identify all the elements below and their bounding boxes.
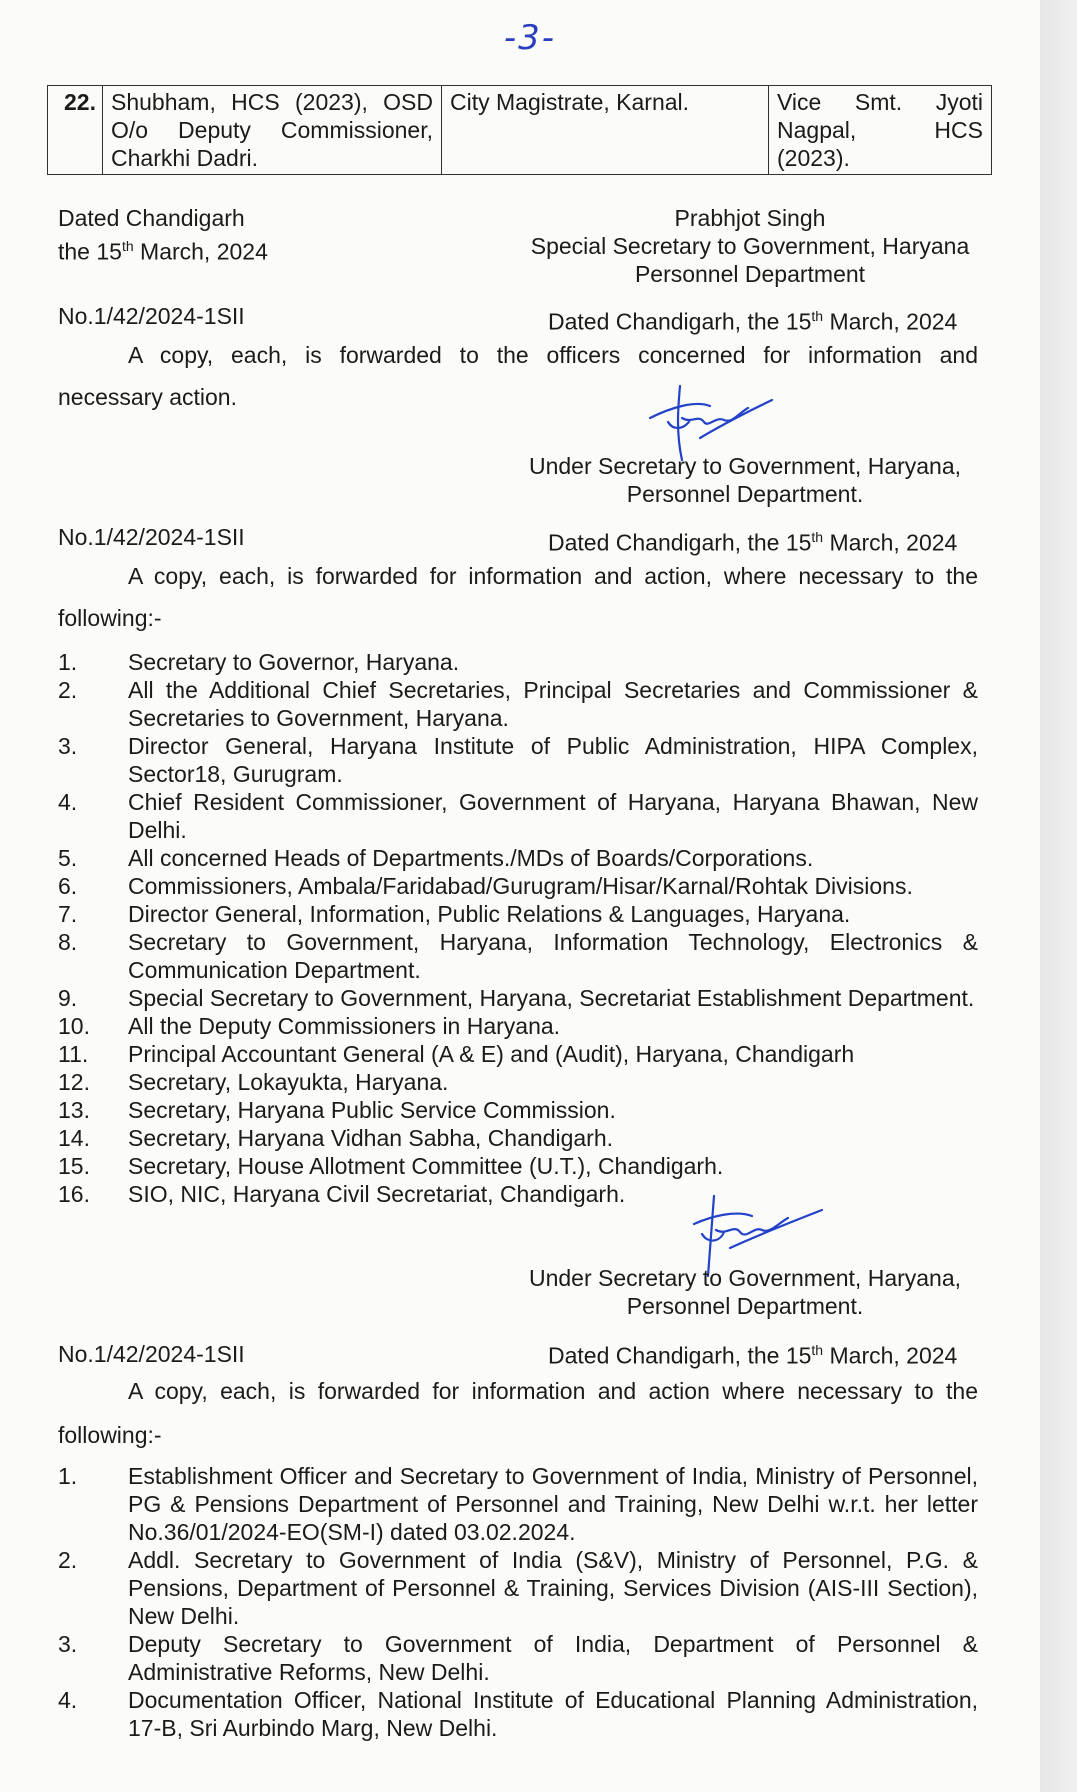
- list-item-text: Documentation Officer, National Institute of Educational Planning Administration, 17-B, Sri Aurbindo Marg, New Delhi.: [128, 1687, 978, 1741]
- list-item: [58, 1012, 978, 1040]
- list-item-text: Secretary, House Allotment Committee (U.T.), Chandigarh.: [128, 1153, 724, 1179]
- distribution-list-1: [58, 648, 978, 1208]
- list-item-number: 13.: [58, 1097, 90, 1123]
- list-item-number: 6.: [58, 873, 78, 899]
- list-item: [58, 844, 978, 872]
- endorsement-paragraph: A copy, each, is forwarded for information and action where necessary to the: [128, 1378, 978, 1404]
- list-item-text: Secretary, Haryana Vidhan Sabha, Chandigarh.: [128, 1125, 614, 1151]
- list-item-number: 12.: [58, 1069, 90, 1095]
- sign-title: Under Secretary to Government, Haryana,: [528, 1265, 962, 1291]
- list-item-text: Deputy Secretary to Government of India, Department of Personnel & Administrative Reforms, New Delhi.: [128, 1631, 978, 1685]
- list-item: [58, 788, 978, 844]
- list-item-number: 3.: [58, 733, 78, 759]
- endorsement-paragraph-cont: necessary action.: [58, 384, 237, 410]
- list-item-number: 2.: [58, 677, 78, 703]
- sign-dept: Personnel Department.: [626, 1293, 864, 1319]
- list-item-text: Establishment Officer and Secretary to Government of India, Ministry of Personnel, PG & Pensions Department of Personnel and Training, New Delhi w.r.t. her letter No.36/01/2024-EO(SM-I) dated 03.02.2024.: [128, 1463, 978, 1545]
- list-item-number: 16.: [58, 1181, 90, 1207]
- endorsement-number: No.1/42/2024-1SII: [58, 524, 245, 550]
- signatory-dept: Personnel Department: [634, 261, 866, 287]
- endorsement-date: Dated Chandigarh, the 15th March, 2024: [548, 308, 958, 335]
- list-item-text: Secretary, Haryana Public Service Commission.: [128, 1097, 616, 1123]
- list-item: [58, 1152, 978, 1180]
- list-item-text: Commissioners, Ambala/Faridabad/Gurugram/Hisar/Karnal/Rohtak Divisions.: [128, 873, 913, 899]
- list-item-text: Chief Resident Commissioner, Government of Haryana, Haryana Bhawan, New Delhi.: [128, 789, 978, 843]
- signatory-block: [500, 204, 1000, 288]
- list-item: [58, 984, 978, 1012]
- dated-place: Dated Chandigarh: [58, 205, 245, 231]
- list-item-text: Secretary to Governor, Haryana.: [128, 649, 460, 675]
- list-item: [58, 872, 978, 900]
- signature-block-2: [500, 1264, 990, 1320]
- endorsement-paragraph: A copy, each, is forwarded for information and action, where necessary to the: [128, 563, 978, 589]
- endorsement-date: Dated Chandigarh, the 15th March, 2024: [548, 529, 958, 556]
- list-item-text: All the Additional Chief Secretaries, Principal Secretaries and Commissioner & Secretaries to Government, Haryana.: [128, 677, 978, 731]
- list-item-text: Principal Accountant General (A & E) and (Audit), Haryana, Chandigarh: [128, 1041, 855, 1067]
- list-item: [58, 1096, 978, 1124]
- list-item: [58, 1040, 978, 1068]
- list-item-number: 1.: [58, 649, 78, 675]
- endorsement-paragraph: A copy, each, is forwarded to the officers concerned for information and: [128, 342, 978, 368]
- list-item-number: 10.: [58, 1013, 90, 1039]
- list-item: [58, 648, 978, 676]
- sign-dept: Personnel Department.: [626, 481, 864, 507]
- list-item-number: 2.: [58, 1547, 78, 1573]
- officer-cell: Shubham, HCS (2023), OSD O/o Deputy Commissioner, Charkhi Dadri.: [103, 86, 442, 175]
- list-item-text: Addl. Secretary to Government of India (S&V), Ministry of Personnel, P.G. & Pensions, Department of Personnel & Training, Services Division (AIS-III Section), New Delhi.: [128, 1547, 978, 1629]
- list-item-text: SIO, NIC, Haryana Civil Secretariat, Chandigarh.: [128, 1181, 626, 1207]
- endorsement-paragraph-cont: following:-: [58, 605, 162, 631]
- list-item: [58, 1068, 978, 1096]
- list-item-number: 7.: [58, 901, 78, 927]
- page-number: -3-: [503, 18, 557, 58]
- list-item: [58, 732, 978, 788]
- list-item: [58, 676, 978, 732]
- list-item: [58, 928, 978, 984]
- posting-table: [47, 85, 992, 175]
- list-item-number: 5.: [58, 845, 78, 871]
- scan-edge: [1040, 0, 1077, 1792]
- endorsement-date: Dated Chandigarh, the 15th March, 2024: [548, 1342, 958, 1369]
- posting-cell: City Magistrate, Karnal.: [442, 86, 769, 175]
- list-item-text: All the Deputy Commissioners in Haryana.: [128, 1013, 561, 1039]
- list-item: [58, 900, 978, 928]
- list-item-number: 14.: [58, 1125, 90, 1151]
- list-item-number: 8.: [58, 929, 78, 955]
- sign-title: Under Secretary to Government, Haryana,: [528, 453, 962, 479]
- list-item-number: 4.: [58, 789, 78, 815]
- vice-cell: Vice Smt. Jyoti Nagpal, HCS (2023).: [769, 86, 992, 175]
- list-item-number: 3.: [58, 1631, 78, 1657]
- list-item-number: 1.: [58, 1463, 78, 1489]
- list-item: [58, 1124, 978, 1152]
- list-item-text: Secretary, Lokayukta, Haryana.: [128, 1069, 449, 1095]
- signatory-title: Special Secretary to Government, Haryana: [530, 233, 970, 259]
- list-item: [58, 1686, 978, 1742]
- signatory-name: Prabhjot Singh: [674, 205, 826, 231]
- list-item-number: 4.: [58, 1687, 78, 1713]
- list-item-text: Director General, Information, Public Relations & Languages, Haryana.: [128, 901, 851, 927]
- list-item-number: 15.: [58, 1153, 90, 1179]
- row-number: 22.: [48, 86, 103, 175]
- endorsement-number: No.1/42/2024-1SII: [58, 1341, 245, 1367]
- endorsement-paragraph-cont: following:-: [58, 1422, 162, 1448]
- dated-date: the 15th March, 2024: [58, 238, 268, 265]
- list-item: [58, 1630, 978, 1686]
- list-item-number: 11.: [58, 1041, 89, 1067]
- endorsement-number: No.1/42/2024-1SII: [58, 303, 245, 329]
- list-item: [58, 1462, 978, 1546]
- distribution-list-2: [58, 1462, 978, 1742]
- list-item-text: Director General, Haryana Institute of Public Administration, HIPA Complex, Sector18, Gurugram.: [128, 733, 978, 787]
- list-item-text: Secretary to Government, Haryana, Information Technology, Electronics & Communication Department.: [128, 929, 978, 983]
- signature-block-1: [500, 452, 990, 508]
- list-item-text: All concerned Heads of Departments./MDs of Boards/Corporations.: [128, 845, 814, 871]
- list-item-text: Special Secretary to Government, Haryana, Secretariat Establishment Department.: [128, 985, 975, 1011]
- table-row: [48, 86, 992, 175]
- list-item: [58, 1546, 978, 1630]
- list-item-number: 9.: [58, 985, 78, 1011]
- list-item: [58, 1180, 978, 1208]
